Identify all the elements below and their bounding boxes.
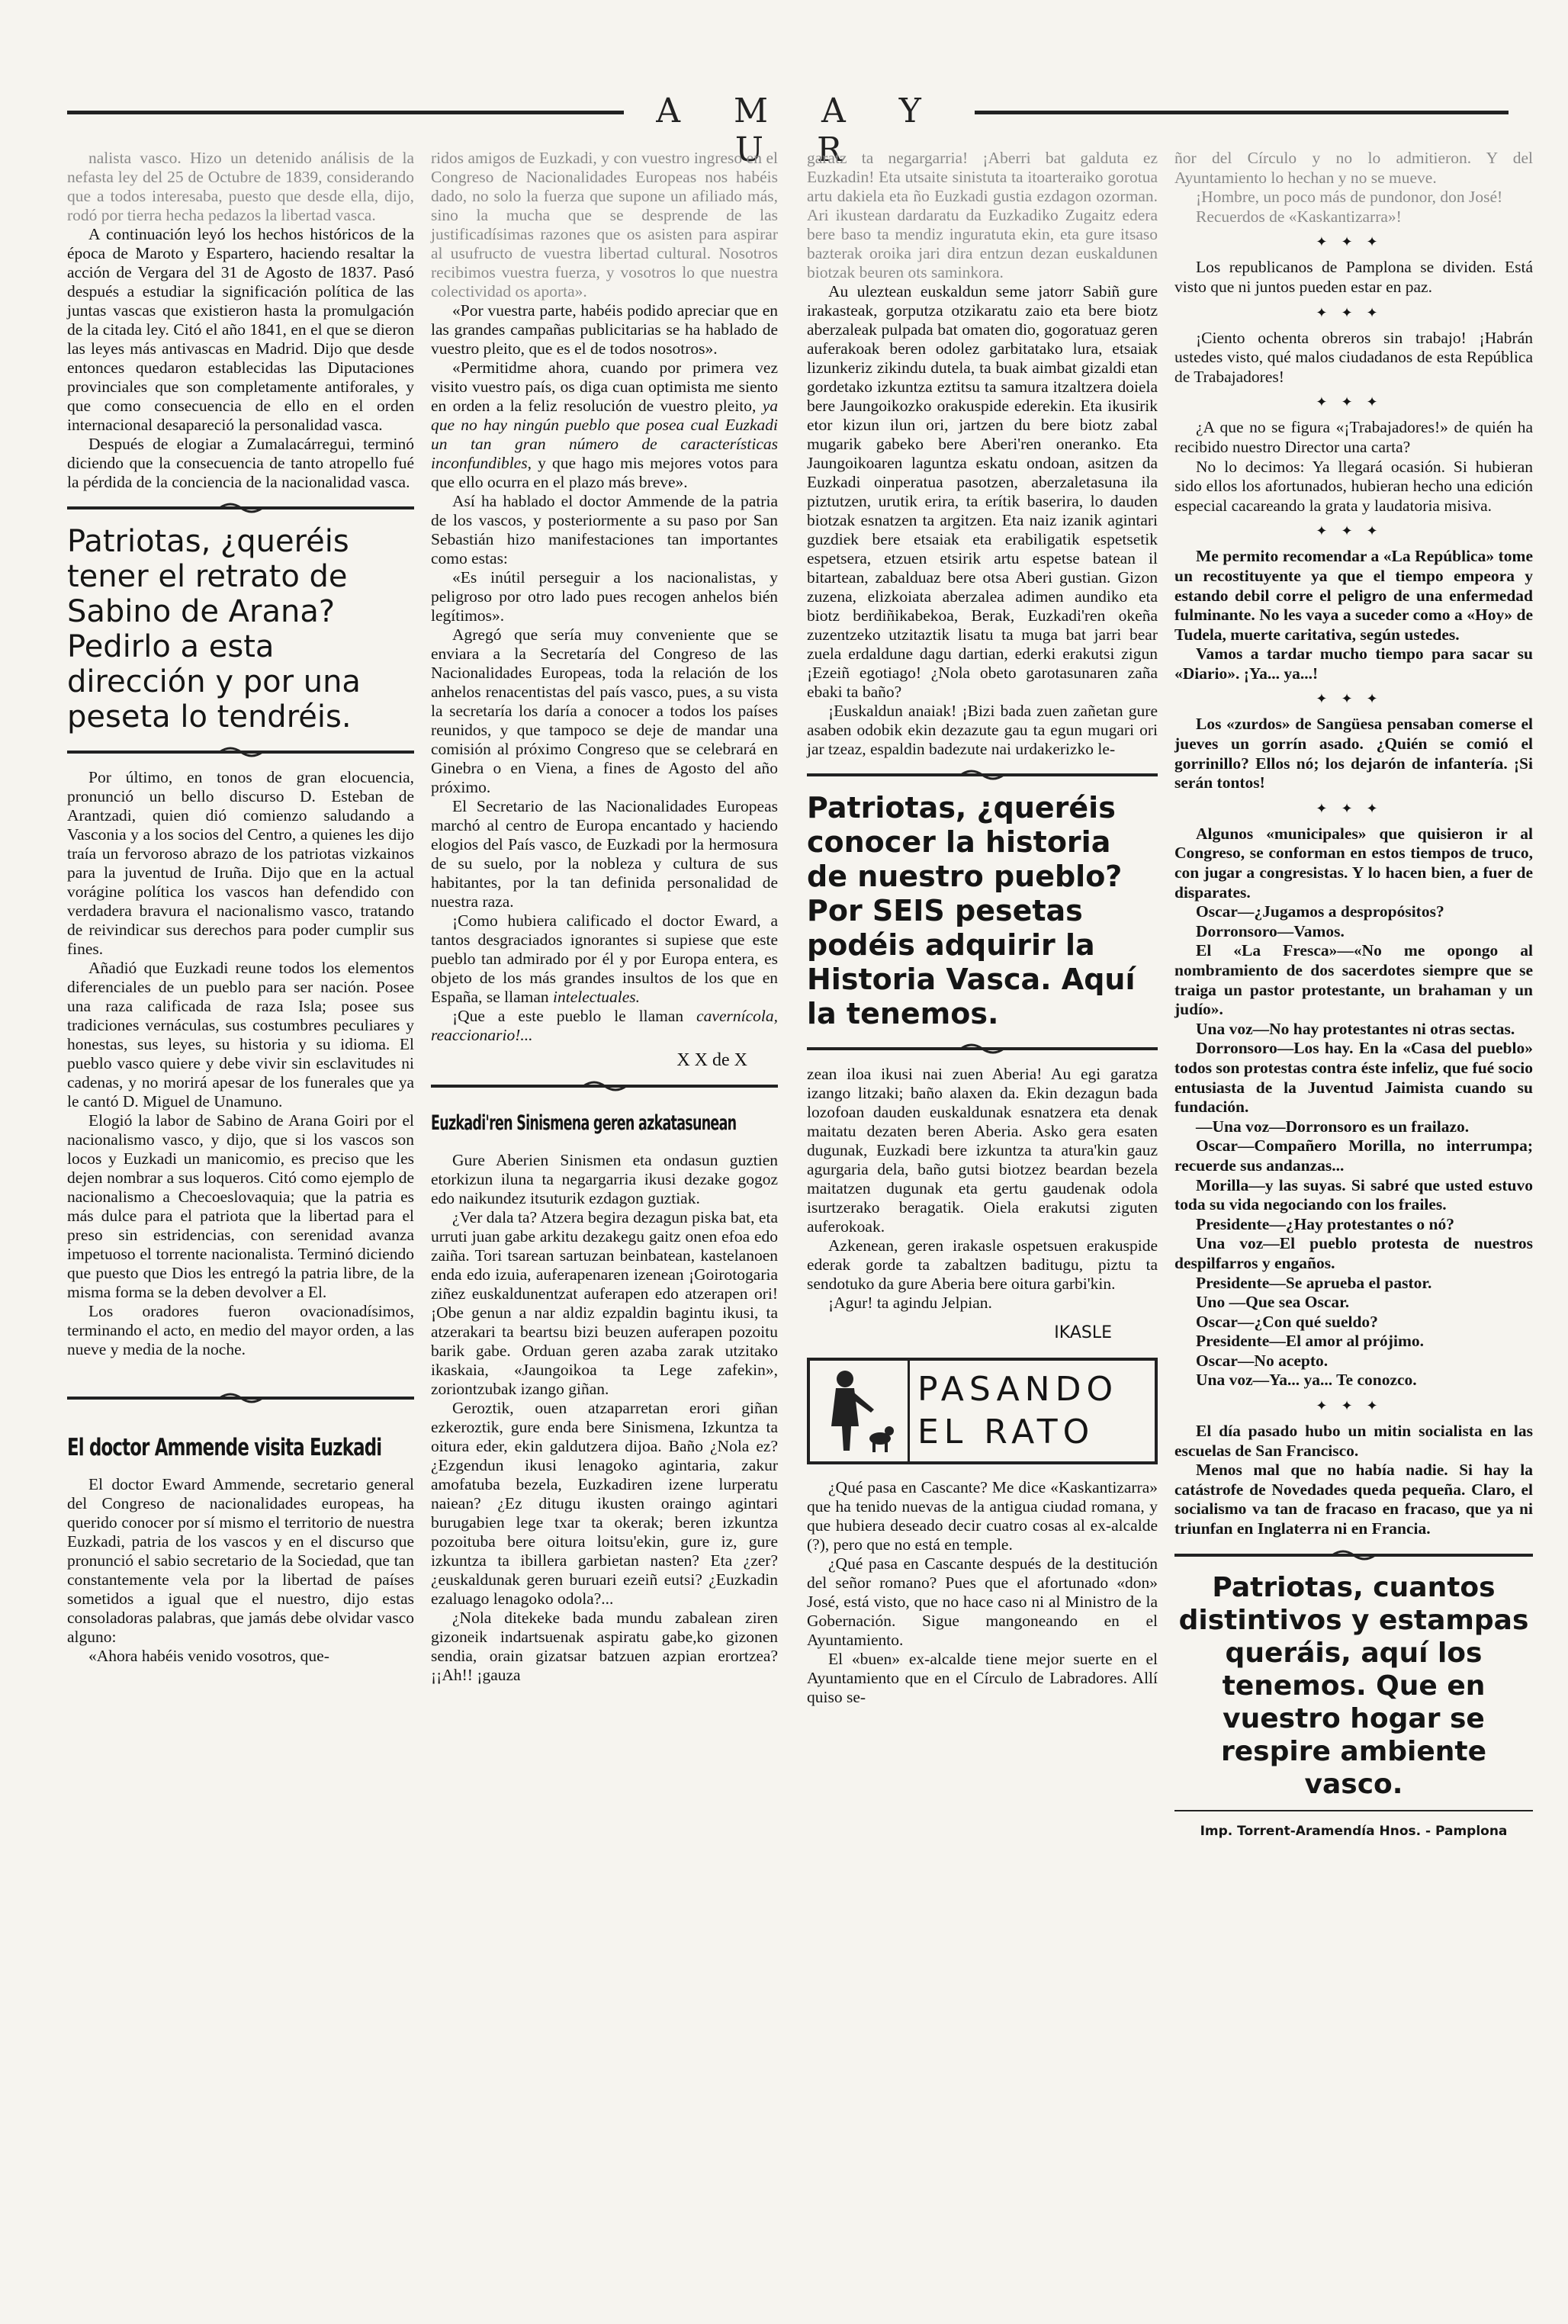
italic-text: cavernícola, reaccionario!...	[431, 1007, 778, 1044]
paragraph: «Es inútil perseguir a los nacionalistas, y peligroso por otro lado pues recogen anhelos bién legítimos».	[431, 568, 778, 625]
asterism-icon: ✦✦✦	[1316, 234, 1392, 250]
paragraph: ¿A que no se figura «¡Trabajadores!» de quién ha recibido nuestro Director una carta?	[1174, 418, 1533, 456]
title-line: PASANDO	[917, 1370, 1119, 1409]
dialogue-line: Uno —Que sea Oscar.	[1196, 1293, 1350, 1312]
paragraph	[431, 358, 778, 492]
paragraph: Los oradores fueron ovacionadísimos, terminando el acto, en medio del mayor orden, a las nueve y media de la noche.	[67, 1302, 414, 1358]
advert-headline: Patriotas, ¿queréis tener el retrato de Sabino de Arana? Pedirlo a esta dirección y por una peseta lo tendréis.	[67, 524, 361, 734]
asterism-icon: ✦✦✦	[1316, 523, 1392, 539]
paragraph: Azkenean, geren irakasle ospetsuen erakuspide ederak gorde ta zabaltzen baditugu, piztu ta sendotuko da gure Aberia bere oitura garbi'kin.	[807, 1236, 1158, 1293]
paragraph: El «buen» ex-alcalde tiene mejor suerte en el Ayuntamiento que en el Círculo de Labradores. Allí quiso se-	[807, 1650, 1158, 1706]
column-1	[67, 149, 414, 1666]
paragraph: No lo decimos: Ya llegará ocasión. Si hubieran sido ellos los afortunados, hubieran hecho una edición especial cacareando la grata y laudatoria misiva.	[1174, 457, 1533, 515]
dialogue-line: Oscar—Compañero Morilla, no interrumpa; recuerde sus andanzas...	[1174, 1136, 1533, 1175]
paragraph: «Ahora habéis venido vosotros, que-	[88, 1647, 329, 1665]
divider	[1174, 1810, 1533, 1811]
paragraph: El día pasado hubo un mitin socialista en las escuelas de San Francisco.	[1174, 1422, 1533, 1460]
ornament-divider-icon	[67, 1390, 414, 1406]
column-3	[807, 149, 1158, 1707]
ornament-divider-icon	[1174, 1547, 1533, 1564]
dialogue-line: El «La Fresca»—«No me opongo al nombramiento de dos sacerdotes siempre que se traiga un pastor protestante, un brahaman y un judío».	[1174, 941, 1533, 1019]
paragraph: Recuerdos de «Kaskantizarra»!	[1196, 207, 1402, 226]
ornament-divider-icon	[807, 767, 1158, 783]
paragraph: ¿Qué pasa en Cascante después de la destitución del señor romano? Pues que el afortunado «don» José, está visto, que no hace caso ni al Ministro de la Gobernación. Sigue mangoneando en el Ayuntamiento.	[807, 1554, 1158, 1649]
paragraph: ¿Nola ditekeke bada mundu zabalean ziren gizoneik indartsuenak aspiratu gabe,ko gizonen sendia, orain gizatsar batzuen azpian erortzea? ¡¡Ah!! ¡gauza	[431, 1609, 778, 1684]
ornament-divider-icon	[67, 744, 414, 760]
paragraph: Así ha hablado el doctor Ammende de la patria de los vascos, y posteriormente a su paso por San Sebastián hizo manifestaciones tan importantes como estas:	[431, 492, 778, 567]
paragraph: «Por vuestra parte, habéis podido apreciar que en las grandes campañas publicitarias se ha hablado de vuestro pleito, que es el de todos nosotros».	[431, 301, 778, 358]
dialogue-line: Morilla—y las suyas. Si sabré que usted estuvo toda su vida negociando con los frailes.	[1174, 1175, 1533, 1214]
advert-headline: Patriotas, cuantos distintivos y estampas queráis, aquí los tenemos. Que en vuestro hogar se respire ambiente vasco.	[1178, 1571, 1529, 1800]
section-headline: Euzkadi'ren Sinismena geren azkatasunean	[431, 1111, 737, 1135]
paragraph: El doctor Eward Ammende, secretario general del Congreso de nacionalidades europeas, ha querido conocer por sí mismo el territorio de nuestra Euzkadi, patria de los vascos y en el discurso que pronunció el sabio secretario de la Sociedad, que tan constantemente vela por la libertad de países sometidos a igual que el nuestro, dijo estas consoladoras palabras, que jamás debe olvidar vasco alguno:	[67, 1475, 414, 1646]
dialogue-line: Una voz—El pueblo protesta de nuestros despilfarros y engaños.	[1174, 1234, 1533, 1272]
paragraph: Por último, en tonos de gran elocuencia, pronunció un bello discurso D. Esteban de Arantzadi, quien dió comienzo saludando a Vasconia y a los socios del Centro, a quienes les dijo traía un fervoroso abrazo de los patriotas vizkainos para la juventud de Iruña. Dijo que en la actual vorágine política los vascos han defendido con verdadera bravura el nacionalismo vasco, tratando de reivindicar sus derechos para poder cumplir sus fines.	[67, 768, 414, 958]
pasando-el-rato-title	[908, 1361, 1155, 1461]
text-run: ¡Como hubiera calificado el doctor Eward, a tantos desgraciados ignorantes si supiese que este pueblo tan admirado por él y por Europa entera, es objeto de los más grandes insultos de los que en España, se llaman	[431, 911, 778, 1006]
dialogue-line: Presidente—¿Hay protestantes o nó?	[1196, 1214, 1455, 1233]
paragraph: Vamos a tardar mucho tiempo para sacar su «Diario». ¡Ya... ya...!	[1174, 644, 1533, 683]
dialogue-line: Oscar—¿Jugamos a despropósitos?	[1196, 902, 1444, 921]
paragraph: ridos amigos de Euzkadi, y con vuestro ingreso en el Congreso de Nacionalidades Europeas nos habéis dado, no solo la fuerza que supone un afiliado más, sino la mucha que se desprende de las justificadísimas razones que os asisten para aspirar al usufructo de vuestra libertad cultural. Nosotros recibimos vuestra fuerza, y vosotros lo que nuestra colectividad os aporta».	[431, 149, 778, 301]
pasando-el-rato-header	[807, 1358, 1158, 1464]
figure-with-dog-icon	[810, 1361, 908, 1461]
paragraph: zean iloa ikusi nai zuen Aberia! Au egi garatza izango litzaki; baño alaxen da. Ekin dezagun bada lozofoan dauden euskaldunak esnatzera eta denak maitatu dezaten beren Aberia. Asko gera esaten dugunak, Euzkadi bere izkuntza ta atura'kin gauz agurgaria dela, baño gutsi biotzez beardan bezela maitatzen dugunak eta gertu gaudenak odola isurtzerako beragatik. Oiela erakutsi ziguten auferokoak.	[807, 1065, 1158, 1236]
newspaper-title: A M A Y U R	[656, 92, 943, 169]
paragraph: Au uleztean euskaldun seme jatorr Sabiñ gure irakasteak, gorputza otzikaratu zaio eta bere biotz aberzaleak pulpada bat omaten dio, gogoratuaz geren auferakoak beren odolez garbitatako lura, etsaiak lizunkeriz zikindu dutela, ta buak aimbat gizaldi etan gordetako izkuntza eztitsu ta samura itzaltzera doiela bere Jaungoikozko orakuspide ederekin. Eta ikusirik etor kizun ilun ori, jartzen du bere biotz zabal mugarik gabeko bere Aberi'ren oneranko. Eta Jaungoikoaren laguntza eskatu ondoan, asitzen da Euzkadi oinperatua pasotzen, aberzaletasuna ila piztutzen, urutik erira, ta erítik baserira, lo dauden biotzak esnatzen ta argitzen. Eta naiz izanik agintari guzdiek bere etsaiak eta erabiligatik espetsetik espetsera, etzuen etsirik artu espetse batean il bitartean, zabalduaz bere otsa Aberi gustian. Gizon zuzena, elizkoiata aberzalea adimen aundiko eta biotz berdiñikabekoa, Berak, Euzkadi'ren okeña zuzentzeko utzitaztik lisatu ta muga bat jarri bear zuela erdaldune dagu dartian, ederki erakutsi zigun ¡Ezeiñ egotiago! ¿Nola obeto garotasunaren zaña ebaki ta baño?	[807, 282, 1158, 701]
title-line: EL RATO	[917, 1413, 1095, 1451]
masthead-rule-left	[67, 111, 624, 114]
paragraph: ¡Agur! ta agindu Jelpian.	[828, 1294, 992, 1312]
paragraph: Gure Aberien Sinismen eta ondasun guztien etorkizun iluna ta negargarria ikusi dezake gogoz edo naikundez itsuturik ezdagon guztiak.	[431, 1151, 778, 1207]
column-4	[1174, 149, 1533, 1841]
paragraph: ñor del Círculo y no lo admitieron. Y del Ayuntamiento lo hechan y no se mueve.	[1174, 149, 1533, 187]
ornament-divider-icon	[431, 1078, 778, 1094]
advert-headline: Patriotas, ¿queréis conocer la historia de nuestro pueblo? Por SEIS pesetas podéis adquirir la Historia Vasca. Aquí la tenemos.	[807, 791, 1136, 1030]
paragraph: Añadió que Euzkadi reune todos los elementos diferenciales de un pueblo para ser nación. Posee una raza calificada de raza Isla; posee sus tradiciones vernáculas, sus costumbres peculiares y honestas, sus leyes, su historia y su idioma. El pueblo vasco quiere y debe vivir sin esclavitudes ni cadenas, y no morirá apesar de los funerales que ya le cantó D. Miguel de Unamuno.	[67, 959, 414, 1111]
paragraph: Después de elogiar a Zumalacárregui, terminó diciendo que la consecuencia de tanto atropello fué la pérdida de la conciencia de la nacionalidad vasca.	[67, 435, 414, 491]
paragraph: nalista vasco. Hizo un detenido análisis de la nefasta ley del 25 de Octubre de 1839, considerando que a todos interesaba, puesto que desde ella, dijo, rodó por tierra hecha pedazos la libertad vasca.	[67, 149, 414, 224]
paragraph: garatz ta negargarria! ¡Aberri bat galduta ez Euzkadin! Eta utsaite sinistuta ta itoarteraiko gorotua artu dakiela eta ño Euzkadi gustia ezdagon ozorman. Ari ikustean dardaratu da Euzkadiko Zugaitz edera bere baso ta mendiz inguratuta ekin, eta gure itsaso bazterak oroika jari dira entzun dezan euskaldunen biotzak beuren ots saminkora.	[807, 149, 1158, 281]
text-run: ¡Que a este pueblo le llaman	[452, 1007, 684, 1025]
paragraph: Menos mal que no había nadie. Si hay la catástrofe de Novedades queda pequeña. Claro, el socialismo va tan de fracaso en fracaso, que ya ni triunfan en Inglaterra ni en Francia.	[1174, 1461, 1533, 1538]
paragraph: ¿Ver dala ta? Atzera begira dezagun piska bat, eta urruti juan gabe arkitu dezakegu gaitz onen efoa edo zaiña. Tori tsarean sartuzan beinbatean, kastelanoen enda edo izuia, auferapenaren izenean ¡Goirotogaria ziñez euskaldunentzat auferapen edo atzerapen ori! ¡Obe genun a nar aldiz ezpaldin bagintu ikusi, ta atzerakari ta beartsu bizi beuzen auferapen pozoitu barik gabe. Orduan geren azaba zarak utzitako ikaskaia, «Jaungoikoa ta Lege zafekin», zoriontzubak izango giñan.	[431, 1208, 778, 1398]
paragraph: Algunos «municipales» que quisieron ir al Congreso, se conforman en estos tiempos de truco, con jugar a congresistas. Y lo hacen bien, a fuer de disparates.	[1174, 824, 1533, 902]
paragraph	[431, 1007, 778, 1045]
dialogue-line: Presidente—El amor al prójimo.	[1196, 1332, 1424, 1351]
text-run: y que hago mis mejores votos para que ello ocurra en el plazo más breve».	[431, 454, 779, 491]
dialogue-line: —Una voz—Dorronsoro es un frailazo.	[1196, 1117, 1470, 1136]
dialogue-line: Oscar—No acepto.	[1196, 1351, 1329, 1370]
paragraph: ¿Qué pasa en Cascante? Me dice «Kaskantizarra» que ha tenido nuevas de la antigua ciudad romana, y que hubiera deseado decir cuatro cosas al ex-alcalde (?), pero que no está en temple.	[807, 1478, 1158, 1554]
paragraph: Me permito recomendar a «La República» tome un recostituyente ya que el tiempo empeora y estando debil corre el peligro de una enfermedad fulminante. No les vaya a suceder como a «Hoy» de Tudela, muerte caritativa, según ustedes.	[1174, 547, 1533, 644]
text-run: «Permitidme ahora, cuando por primera vez visito vuestro país, os diga cuan optimista me siento en orden a la feliz resolución de vuestro pleito,	[431, 358, 778, 415]
ornament-divider-icon	[67, 500, 414, 516]
paragraph: ¡Hombre, un poco más de pundonor, don José!	[1196, 188, 1503, 207]
section-headline: El doctor Ammende visita Euzkadi	[67, 1434, 382, 1461]
asterism-icon: ✦✦✦	[1316, 1398, 1392, 1414]
italic-text: ya que no hay ningún pueblo que posea cual Euzkadi un tan gran número de características inconfundibles,	[431, 397, 779, 472]
paragraph	[431, 911, 778, 1007]
paragraph: Agregó que sería muy conveniente que se enviara a la Secretaría del Congreso de las Nacionalidades Europeas, toda la relación de los anhelos renacentistas del país vasco, pues, a su vista la secretaría los daría a conocer a todos los países reunidos, y que tampoco se deje de mandar una comisión al próximo Congreso que se celebrará en Ginebra o en Viena, a fines de Agosto del año próximo.	[431, 625, 778, 796]
asterism-icon: ✦✦✦	[1316, 691, 1392, 707]
paragraph: El Secretario de las Nacionalidades Europeas marchó al centro de Europa encantado y haciendo elogios del País vasco, de Euzkadi por la hermosura de su suelo, por la nobleza y cultura de sus habitantes, por la tan definida personalidad de nuestra raza.	[431, 797, 778, 911]
asterism-icon: ✦✦✦	[1316, 394, 1392, 410]
dialogue-line: Una voz—No hay protestantes ni otras sectas.	[1196, 1019, 1515, 1038]
paragraph: Los republicanos de Pamplona se dividen. Está visto que ni juntos pueden estar en paz.	[1174, 258, 1533, 296]
paragraph: ¡Ciento ochenta obreros sin trabajo! ¡Habrán ustedes visto, qué malos ciudadanos de esta República de Trabajadores!	[1174, 328, 1533, 386]
asterism-icon: ✦✦✦	[1316, 304, 1392, 320]
paragraph: ¡Euskaldun anaiak! ¡Bizi bada zuen zañetan gure asaben odobik ekin dezazute gau ta egun mugari ori jar tzeaz, espaldin badezute nai urdakerizko le-	[807, 702, 1158, 758]
dialogue-line: Dorronsoro—Vamos.	[1196, 921, 1345, 940]
dialogue-line: Oscar—¿Con qué sueldo?	[1196, 1312, 1378, 1331]
column-2	[431, 149, 778, 1685]
masthead	[67, 92, 1509, 169]
signature: X X de X	[676, 1050, 747, 1070]
printer-imprint: Imp. Torrent-Aramendía Hnos. - Pamplona	[1200, 1823, 1508, 1839]
paragraph: Elogió la labor de Sabino de Arana Goiri por el nacionalismo vasco, y dijo, que si los vascos son locos y Euzkadi un manicomio, es preciso que les dejen nombrar a sus loqueros. Citó como ejemplo de nacionalismo a Checoeslovaquia; que la patria es más dulce para el patriota que la libertad para el preso sin estridencias, con serenidad avanza impetuoso el torrente nacionalista. Terminó diciendo que puesto que Dios les entregó la patria libre, de la misma forma se la deben devolver a El.	[67, 1111, 414, 1301]
masthead-rule-right	[975, 111, 1509, 114]
signature: IKASLE	[1054, 1323, 1112, 1342]
dialogue-line: Una voz—Ya... ya... Te conozco.	[1196, 1371, 1417, 1390]
paragraph: Geroztik, ouen atzaparretan erori giñan ezkeroztik, gure enda bere Sinismena, Izkuntza ta oitura eder, ekin galdutzera dijoa. Baño ¿Nola ez? ¿Ezgendun ikusi lenagoko agintaria, zakur amofatuba bezela, Euzkadiren izene lurperatu naiean? ¿Ez ditugu ikusten oraingo agintari burugabien lege txar ta okerak; beren izkuntza pozoituba bere oitura loitsu'ekin, gure iz, gure izkuntza ta ibillera garbietan nasten? Eta ¿zer? ¿euskaldunak geren buruari ezeiñ eutsi? ¿Euzkadin ezaluago lenagoko odola?...	[431, 1399, 778, 1608]
paragraph: A continuación leyó los hechos históricos de la época de Maroto y Espartero, haciendo resaltar la acción de Vergara del 31 de Agosto de 1837. Pasó después a estudiar la significación política de las juntas vascas que existieron hasta la promulgación de la citada ley. Citó el año 1841, en el que se dieron las leyes más antivascas en Madrid. Dijo que desde entonces quedaron establecidas las Diputaciones provinciales que son completamente antiforales, y que como consecuencia de ello en el orden internacional desapareció la personalidad vasca.	[67, 225, 414, 434]
italic-text: intelectuales.	[553, 988, 641, 1006]
ornament-divider-icon	[807, 1040, 1158, 1057]
asterism-icon: ✦✦✦	[1316, 800, 1392, 816]
dialogue-line: Dorronsoro—Los hay. En la «Casa del pueblo» todos son protestas contra éste infeliz, que fué socio entusiasta de la Juventud Jaimista cuando su fundación.	[1174, 1039, 1533, 1117]
dialogue-line: Presidente—Se aprueba el pastor.	[1196, 1273, 1432, 1292]
paragraph: Los «zurdos» de Sangüesa pensaban comerse el jueves un gorrín asado. ¿Quién se comió el gorrinillo? Ellos nó; los dejarón de infantería. ¡Si serán tontos!	[1174, 715, 1533, 792]
